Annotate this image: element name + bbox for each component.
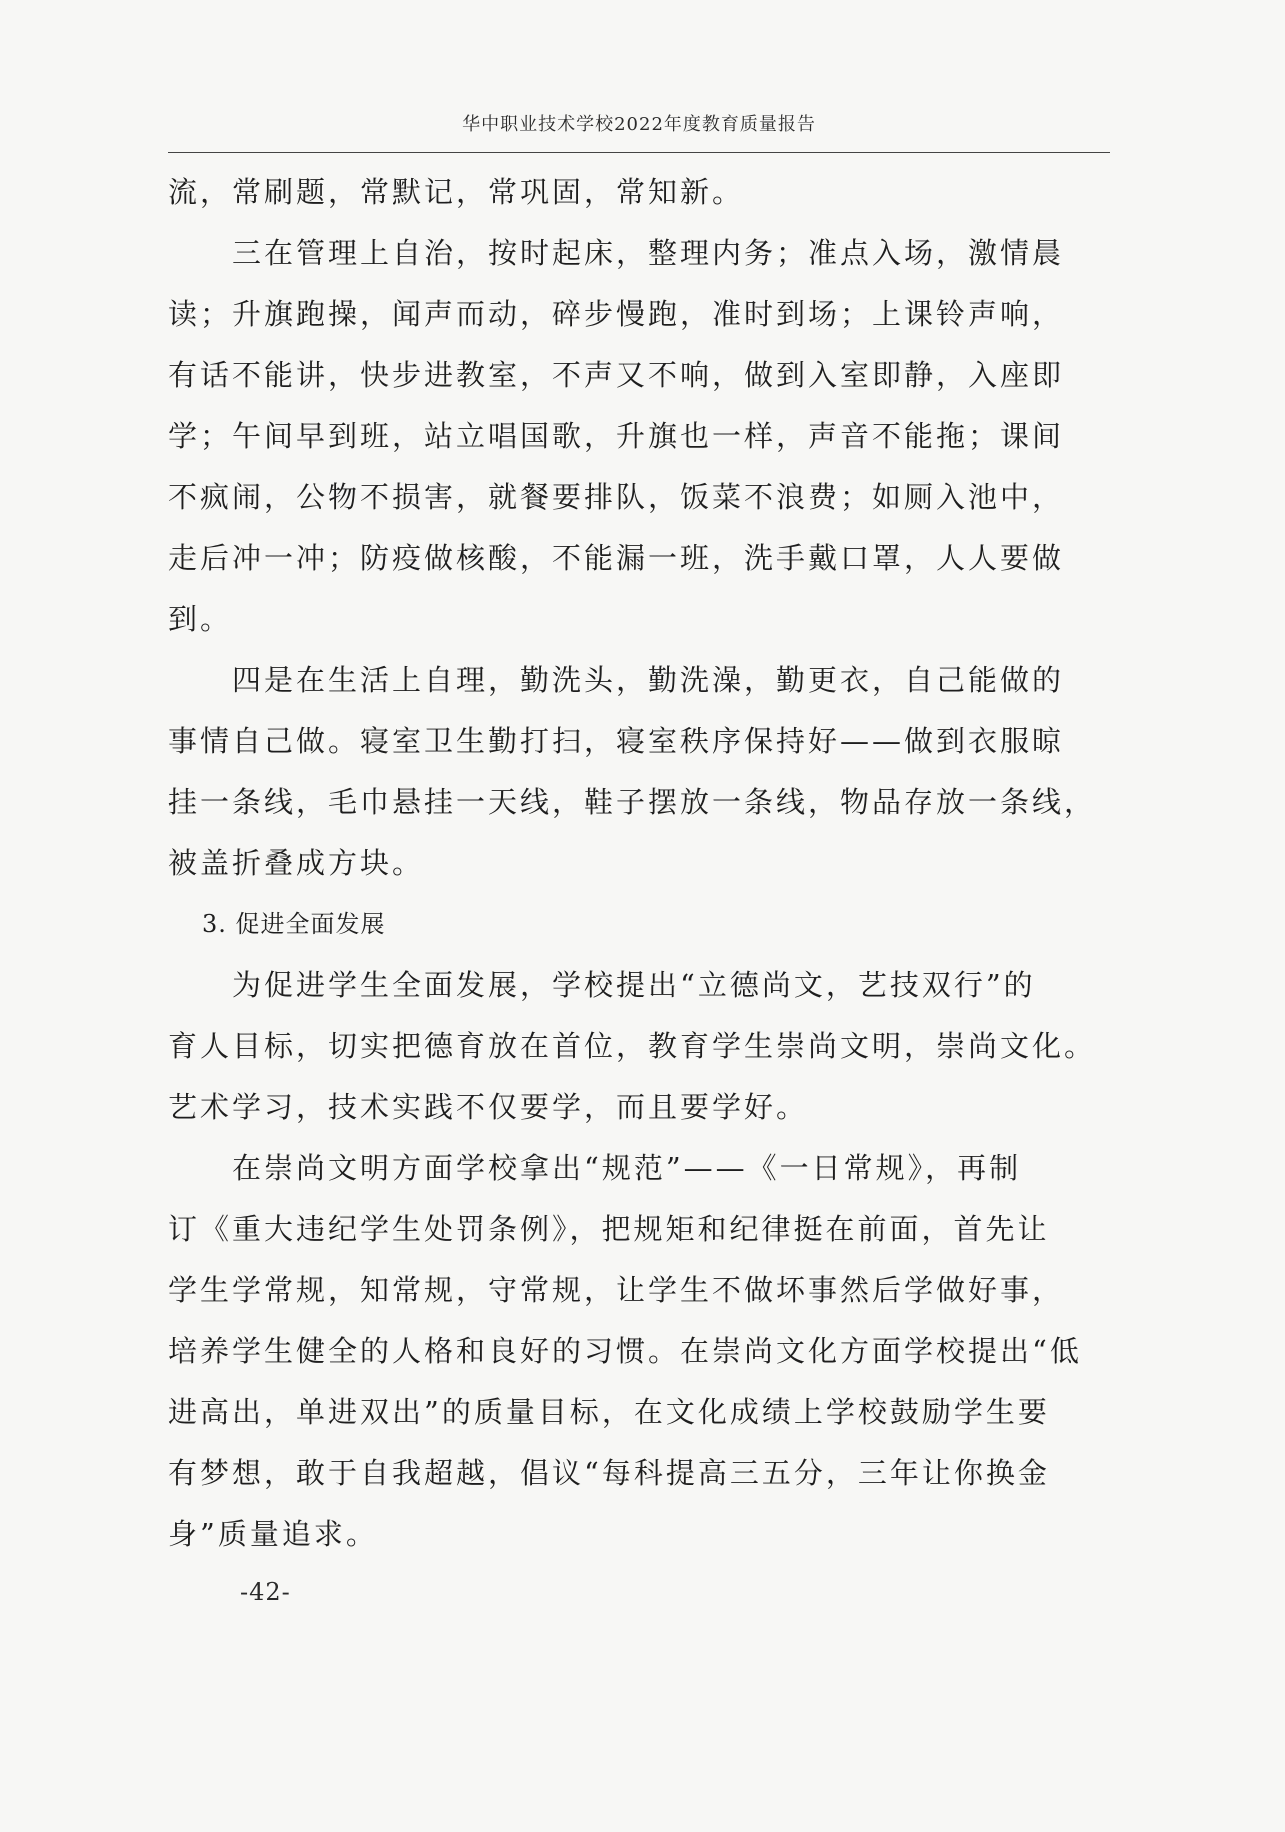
- text-line: 走后冲一冲；防疫做核酸，不能漏一班，洗手戴口罩，人人要做: [168, 541, 1065, 575]
- text-line: 读；升旗跑操，闻声而动，碎步慢跑，准时到场；上课铃声响，: [168, 297, 1065, 331]
- text-line: 有梦想，敢于自我超越，倡议“每科提高三五分，三年让你换金: [168, 1456, 1050, 1490]
- text-line: 学；午间早到班，站立唱国歌，升旗也一样，声音不能拖；课间: [168, 419, 1065, 453]
- text-line: 订《重大违纪学生处罚条例》，把规矩和纪律挺在前面，首先让: [168, 1212, 1050, 1246]
- page-number: -42-: [240, 1578, 291, 1606]
- text-line: 学生学常规，知常规，守常规，让学生不做坏事然后学做好事，: [168, 1273, 1065, 1307]
- running-header: 华中职业技术学校2022年度教育质量报告: [462, 114, 816, 135]
- text-line: 流，常刷题，常默记，常巩固，常知新。: [168, 175, 745, 209]
- text-line: 有话不能讲，快步进教室，不声又不响，做到入室即静，入座即: [168, 358, 1065, 392]
- text-line: 培养学生健全的人格和良好的习惯。在崇尚文化方面学校提出“低: [168, 1334, 1082, 1368]
- header-divider: [168, 152, 1110, 153]
- body-text: [168, 162, 1118, 1565]
- text-line: 挂一条线，毛巾悬挂一天线，鞋子摆放一条线，物品存放一条线，: [168, 785, 1097, 819]
- section-heading: 3. 促进全面发展: [202, 910, 386, 938]
- text-line: 育人目标，切实把德育放在首位，教育学生崇尚文明，崇尚文化。: [168, 1029, 1097, 1063]
- text-line: 身”质量追求。: [168, 1517, 378, 1551]
- text-line: 艺术学习，技术实践不仅要学，而且要学好。: [168, 1090, 809, 1124]
- paragraph-line: 四是在生活上自理，勤洗头，勤洗澡，勤更衣，自己能做的: [232, 663, 1065, 697]
- text-line: 事情自己做。寝室卫生勤打扫，寝室秩序保持好——做到衣服晾: [168, 724, 1065, 758]
- text-line: 进高出，单进双出”的质量目标，在文化成绩上学校鼓励学生要: [168, 1395, 1050, 1429]
- paragraph-line: 为促进学生全面发展，学校提出“立德尚文，艺技双行”的: [232, 968, 1036, 1002]
- paragraph-line: 在崇尚文明方面学校拿出“规范”——《一日常规》，再制: [232, 1151, 1022, 1185]
- text-line: 不疯闹，公物不损害，就餐要排队，饭菜不浪费；如厕入池中，: [168, 480, 1065, 514]
- paragraph-line: 三在管理上自治，按时起床，整理内务；准点入场，激情晨: [232, 236, 1065, 270]
- text-line: 到。: [168, 602, 233, 636]
- text-line: 被盖折叠成方块。: [168, 846, 425, 880]
